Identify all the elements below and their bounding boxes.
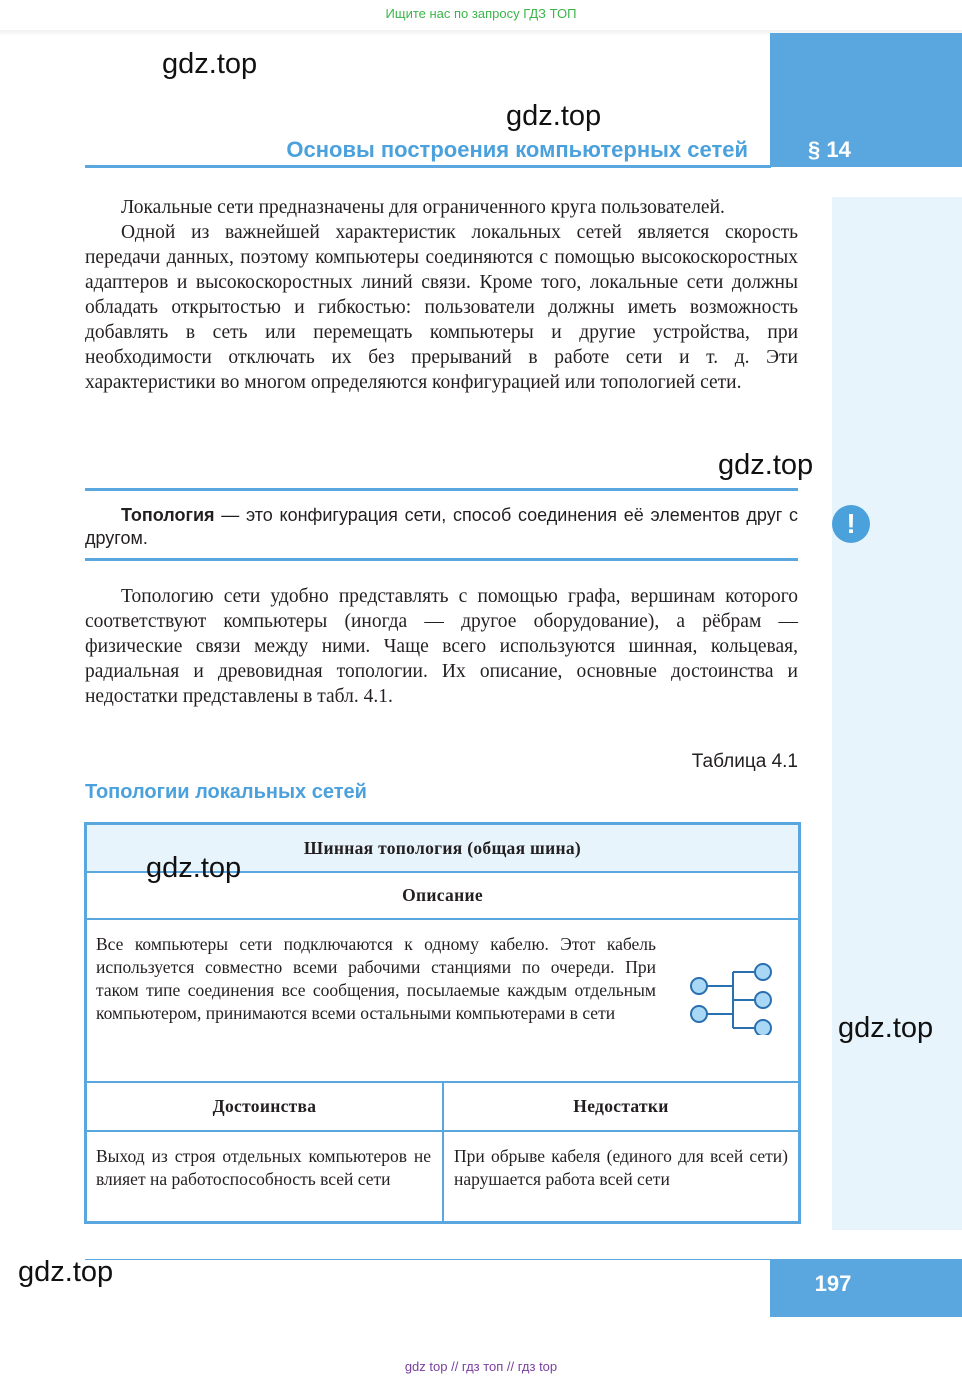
advantages-header: Достоинства (212, 1096, 317, 1116)
watermark: gdz.top (506, 100, 602, 132)
topology-text (85, 584, 798, 709)
definition-top-rule (85, 488, 798, 491)
table-rule (87, 1130, 798, 1132)
advantages-cell: Выход из строя отдельных компьютеров не влияет на работоспособность всей сети (96, 1146, 431, 1189)
definition-text: — это конфигурация сети, способ соединения её элементов друг с другом. (85, 505, 798, 548)
watermark: gdz.top (18, 1256, 114, 1288)
table-title: Топологии локальных сетей (85, 781, 367, 803)
definition-term: Топология (121, 505, 215, 525)
footer-links: gdz top // гдз топ // гдз top (404, 1359, 558, 1374)
paragraph-2: Одной из важнейшей характеристик локальных сетей является скорость передачи данных, поэтому компьютеры соединяются с помощью высокоскоростных адаптеров и высокоскоростных линий связи. Кроме того, локальные сети должны обладать открытостью и гибкостью: пользователи должны иметь возможность добавлять в сеть или перемещать компьютеры и другие устройства, при необходимости отключать их без прерываний в работе сети и т. д. Эти характеристики во многом определяются конфигурацией или топологией сети. (85, 222, 798, 393)
watermark: gdz.top (146, 852, 242, 884)
section-tab (770, 33, 962, 167)
bottom-rule (85, 1259, 771, 1260)
table-rule (87, 918, 798, 920)
watermark: gdz.top (838, 1012, 934, 1044)
definition-box (85, 504, 798, 550)
page-number: 197 (814, 1271, 852, 1296)
paragraph-3: Топологию сети удобно представлять с помощью графа, вершинам которого соответствуют компьютеры (иногда — другое оборудование), а рёбрам — физические связи между ними. Чаще всего используются шинная, кольцевая, радиальная и древовидная топологии. Их описание, основные достоинства и недостатки представлены в табл. 4.1. (85, 586, 798, 707)
search-banner: Ищите нас по запросу ГДЗ ТОП (385, 6, 577, 21)
disadvantages-header: Недостатки (573, 1096, 669, 1116)
description-cell: Все компьютеры сети подключаются к одному кабелю. Этот кабель используется совместно всеми рабочими станциями по очереди. При таком типе соединения все сообщения, посылаемые каждым отдельным компьютером, принимаются всеми остальными компьютерами в сети (96, 934, 656, 1023)
watermark: gdz.top (718, 449, 814, 481)
chapter-title: Основы построения компьютерных сетей (286, 137, 748, 162)
paragraph-1: Локальные сети предназначены для ограниченного круга пользователей. (121, 197, 725, 218)
intro-text (85, 195, 798, 395)
exclamation-icon: ! (832, 505, 870, 543)
section-number: § 14 (808, 137, 851, 162)
title-rule (85, 165, 771, 168)
disadvantages-cell: При обрыве кабеля (единого для всей сети) нарушается работа всей сети (454, 1146, 788, 1189)
description-header: Описание (402, 885, 483, 905)
side-margin-strip (832, 197, 962, 1230)
bus-topology-diagram-icon (685, 955, 779, 1035)
topology-name-cell: Шинная топология (общая шина) (87, 825, 798, 871)
watermark: gdz.top (162, 48, 258, 80)
definition-bottom-rule (85, 558, 798, 561)
table-column-rule (442, 1083, 444, 1221)
table-caption: Таблица 4.1 (691, 751, 798, 772)
